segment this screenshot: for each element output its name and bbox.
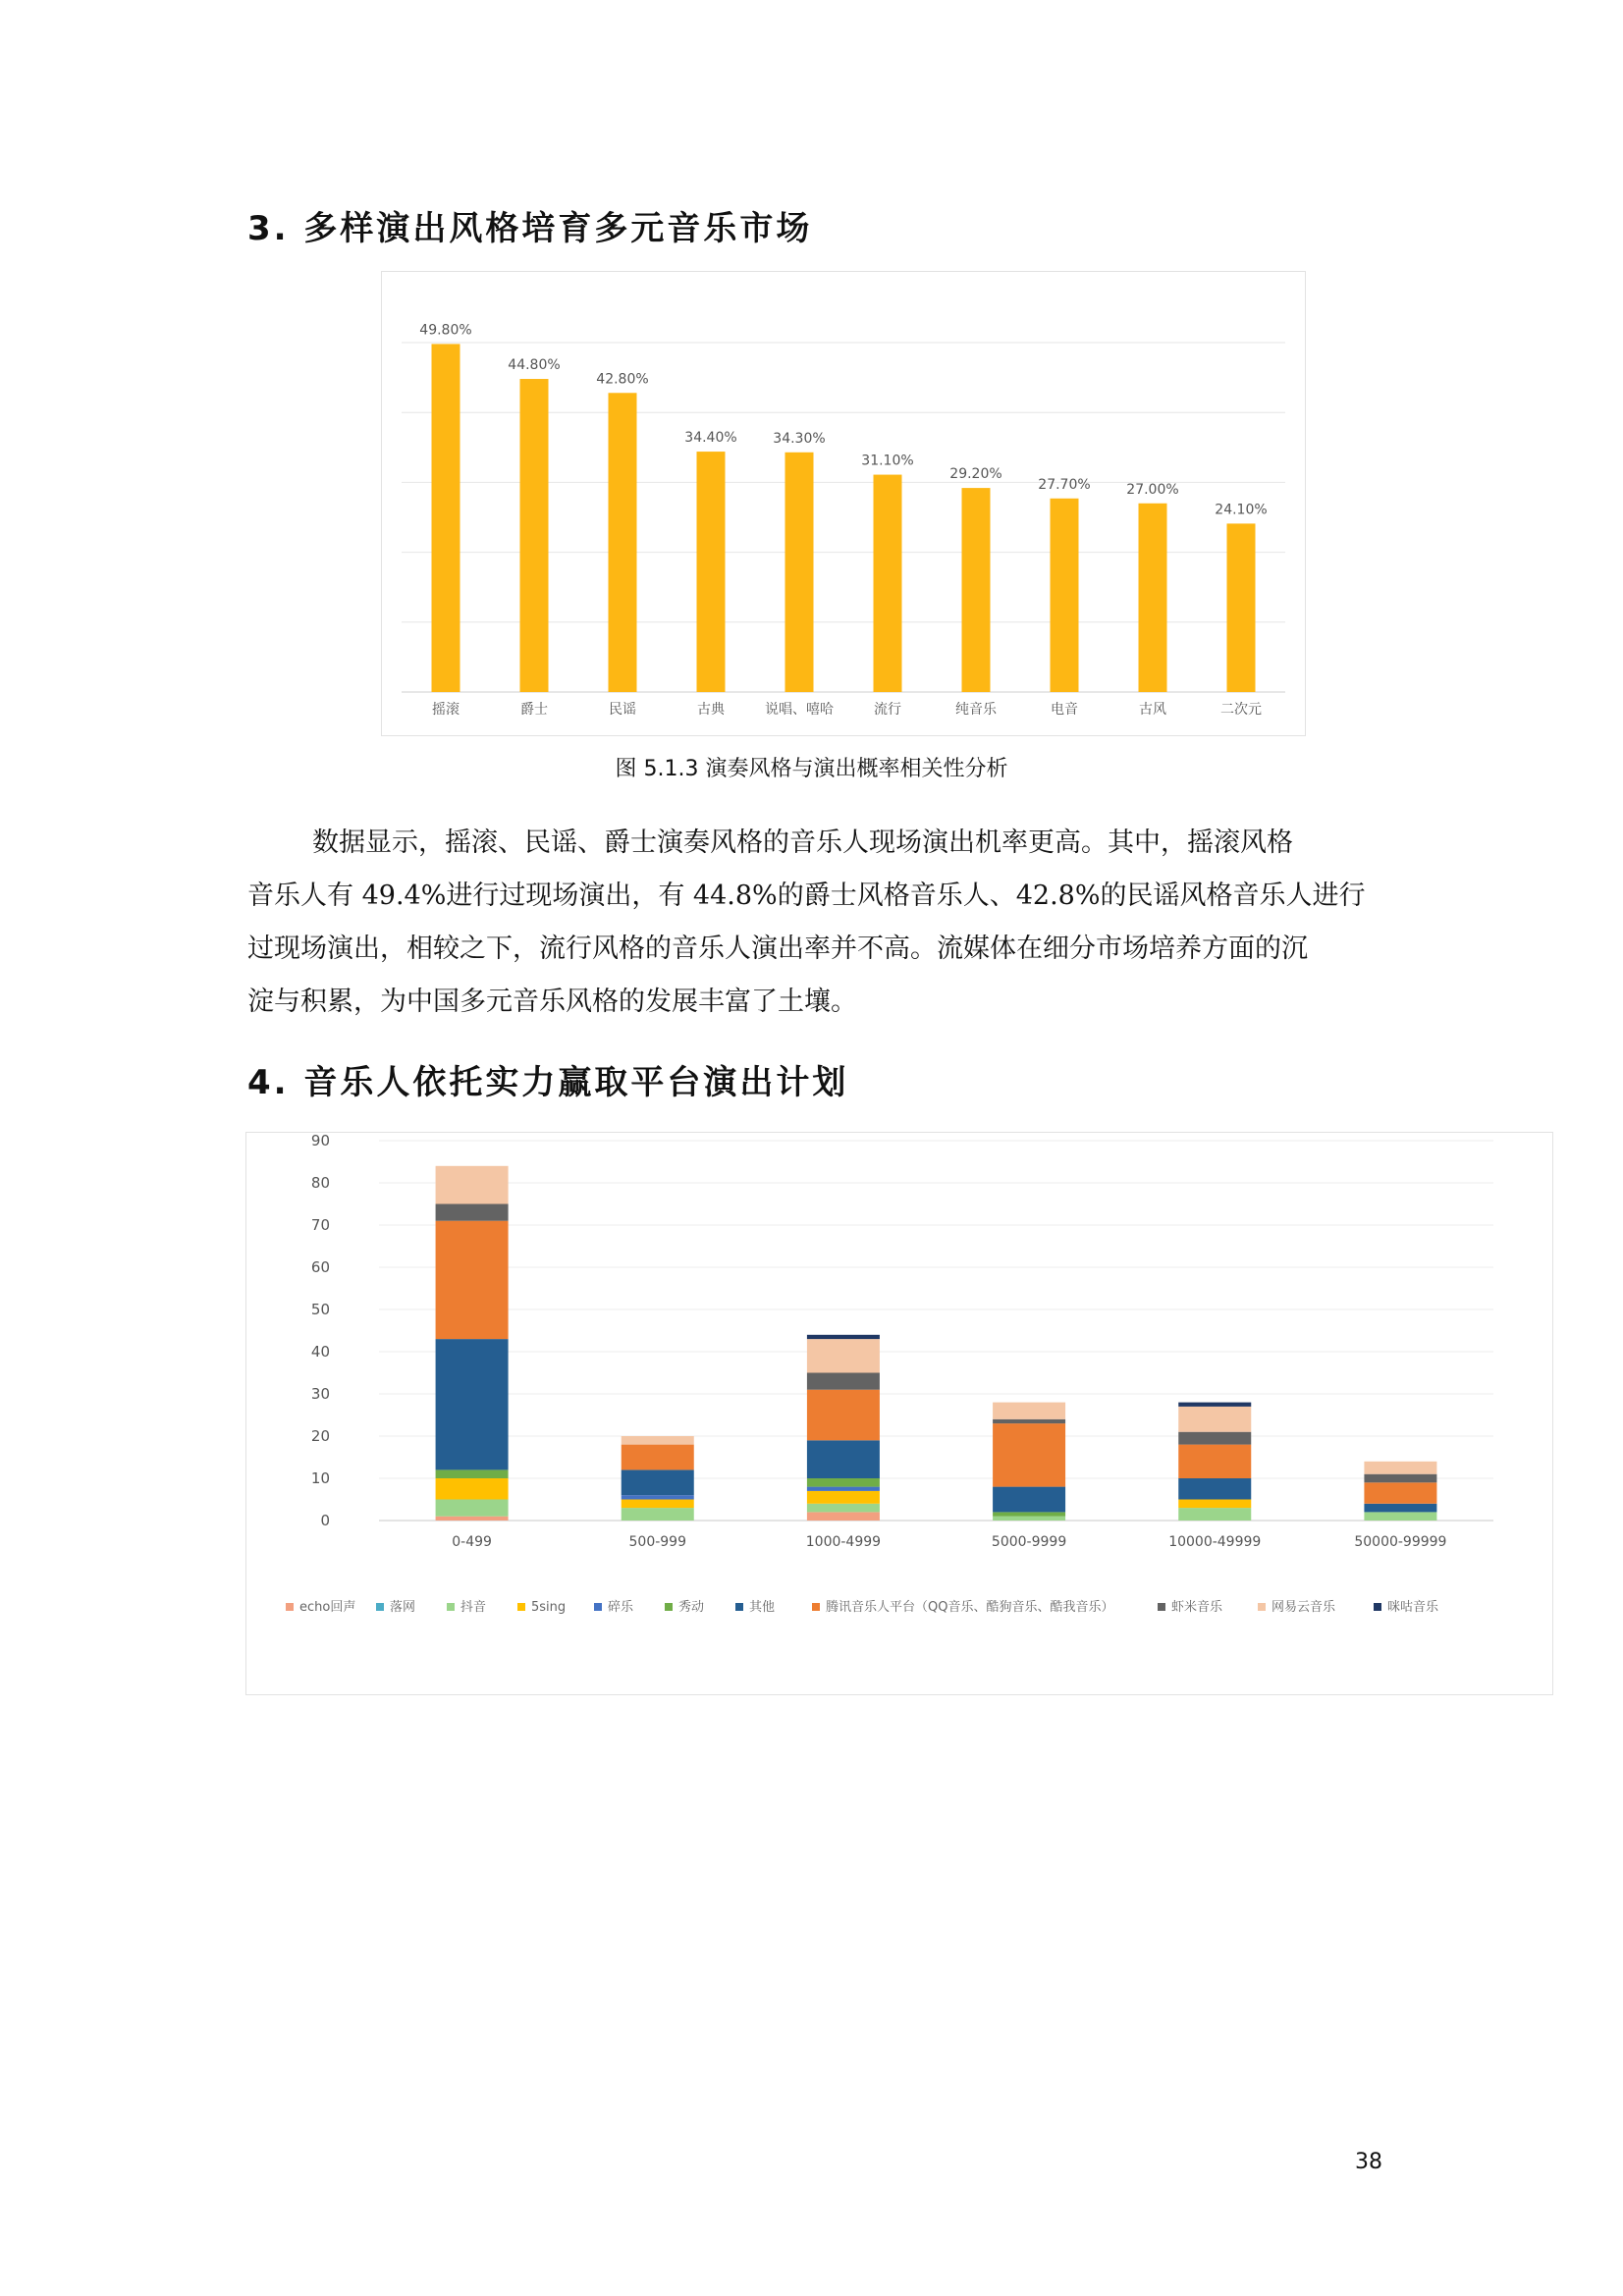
bar-segment xyxy=(807,1390,880,1441)
bar-segment xyxy=(622,1508,694,1521)
legend-swatch xyxy=(594,1603,602,1611)
legend-label: 腾讯音乐人平台（QQ音乐、酷狗音乐、酷我音乐） xyxy=(826,1600,1114,1615)
legend-swatch xyxy=(812,1603,820,1611)
bar-segment xyxy=(807,1487,880,1491)
bar xyxy=(432,344,460,692)
bar-segment xyxy=(436,1500,509,1517)
y-tick-label: 10 xyxy=(310,1469,330,1487)
bar-segment xyxy=(807,1440,880,1478)
legend-label: 5sing xyxy=(531,1600,567,1615)
bar xyxy=(962,488,991,692)
bar xyxy=(697,452,726,692)
body-paragraph xyxy=(247,817,1386,1029)
data-label: 34.30% xyxy=(773,430,826,447)
bar-segment xyxy=(993,1487,1065,1513)
y-tick-label: 70 xyxy=(310,1216,330,1234)
x-tick-label: 5000-9999 xyxy=(991,1534,1067,1550)
paragraph-line: 淀与积累，为中国多元音乐风格的发展丰富了土壤。 xyxy=(247,987,857,1017)
x-tick-label: 二次元 xyxy=(1220,702,1262,718)
section-3-title: 多样演出风格培育多元音乐市场 xyxy=(303,209,813,248)
y-tick-label: 0 xyxy=(320,1512,330,1529)
legend-label: 落网 xyxy=(390,1600,416,1615)
x-tick-label: 0-499 xyxy=(452,1534,492,1550)
paragraph-line: 数据显示，摇滚、民谣、爵士演奏风格的音乐人现场演出机率更高。其中，摇滚风格 xyxy=(312,828,1293,858)
legend-label: echo回声 xyxy=(299,1600,356,1615)
bar-segment xyxy=(993,1403,1065,1419)
x-tick-label: 1000-4999 xyxy=(805,1534,882,1550)
page-number: 38 xyxy=(1355,2150,1382,2174)
legend-swatch xyxy=(735,1603,743,1611)
section-4-title: 音乐人依托实力赢取平台演出计划 xyxy=(303,1063,849,1102)
figure-caption: 图 5.1.3 演奏风格与演出概率相关性分析 xyxy=(615,757,1008,781)
chart-2-canvas xyxy=(246,1133,1552,1694)
y-tick-label: 30 xyxy=(310,1385,330,1403)
bar-segment xyxy=(622,1495,694,1499)
legend-swatch xyxy=(665,1603,673,1611)
data-label: 24.10% xyxy=(1215,502,1268,518)
x-tick-label: 50000-99999 xyxy=(1354,1534,1447,1550)
bar-segment xyxy=(807,1478,880,1487)
x-tick-label: 流行 xyxy=(874,702,901,718)
bar-segment xyxy=(436,1166,509,1204)
bar-segment xyxy=(1178,1445,1251,1478)
x-tick-label: 民谣 xyxy=(609,702,636,718)
legend-label: 其他 xyxy=(749,1600,776,1615)
x-tick-label: 古风 xyxy=(1139,702,1166,718)
legend-swatch xyxy=(1258,1603,1266,1611)
x-tick-label: 古典 xyxy=(697,702,725,718)
legend-swatch xyxy=(376,1603,384,1611)
bar-segment xyxy=(1364,1474,1436,1483)
y-tick-label: 80 xyxy=(310,1174,330,1192)
legend-label: 抖音 xyxy=(460,1600,487,1615)
section-3-heading xyxy=(247,201,812,249)
x-tick-label: 摇滚 xyxy=(432,702,460,718)
legend-swatch xyxy=(286,1603,294,1611)
bar-segment xyxy=(1178,1407,1251,1432)
platform-stacked-bar-chart xyxy=(245,1132,1553,1695)
bar-segment xyxy=(1364,1462,1436,1474)
x-tick-label: 纯音乐 xyxy=(955,702,997,718)
bar xyxy=(609,393,637,692)
bar-segment xyxy=(993,1517,1065,1521)
y-tick-label: 50 xyxy=(310,1301,330,1318)
bar-segment xyxy=(1178,1508,1251,1521)
y-tick-label: 90 xyxy=(310,1133,330,1149)
data-label: 42.80% xyxy=(596,371,649,388)
legend-label: 秀动 xyxy=(678,1600,705,1615)
bar-segment xyxy=(622,1500,694,1509)
bar-segment xyxy=(807,1339,880,1372)
bar-segment xyxy=(807,1491,880,1504)
bar-segment xyxy=(436,1478,509,1500)
bar-segment xyxy=(1178,1500,1251,1509)
bar-segment xyxy=(436,1469,509,1478)
bar xyxy=(1051,499,1079,692)
chart-1-canvas xyxy=(382,272,1305,735)
bar-segment xyxy=(622,1445,694,1470)
x-tick-label: 电音 xyxy=(1051,702,1078,718)
legend-swatch xyxy=(447,1603,455,1611)
bar-segment xyxy=(1364,1482,1436,1504)
y-tick-label: 20 xyxy=(310,1427,330,1445)
bar-segment xyxy=(1178,1403,1251,1407)
bar xyxy=(785,453,814,692)
x-tick-label: 500-999 xyxy=(628,1534,686,1550)
bar xyxy=(1139,504,1167,692)
bar-segment xyxy=(807,1335,880,1339)
paragraph-line: 音乐人有 49.4%进行过现场演出，有 44.8%的爵士风格音乐人、42.8%的民谣风格音乐人进行 xyxy=(247,881,1366,911)
bar-segment xyxy=(993,1419,1065,1423)
legend-swatch xyxy=(1158,1603,1165,1611)
data-label: 27.00% xyxy=(1126,481,1179,498)
bar-segment xyxy=(807,1504,880,1513)
bar-segment xyxy=(622,1436,694,1445)
bar-segment xyxy=(993,1512,1065,1516)
bar-segment xyxy=(436,1339,509,1469)
section-4-number: 4. xyxy=(247,1063,290,1102)
bar xyxy=(1227,523,1256,692)
bar-segment xyxy=(1178,1432,1251,1445)
y-tick-label: 40 xyxy=(310,1343,330,1361)
y-tick-label: 60 xyxy=(310,1258,330,1276)
style-performance-bar-chart xyxy=(381,271,1306,736)
bar-segment xyxy=(1364,1512,1436,1521)
bar-segment xyxy=(807,1512,880,1521)
bar-segment xyxy=(807,1373,880,1390)
legend-label: 虾米音乐 xyxy=(1171,1600,1223,1615)
data-label: 29.20% xyxy=(949,466,1002,483)
legend-label: 网易云音乐 xyxy=(1271,1600,1336,1615)
bar xyxy=(520,379,549,692)
data-label: 31.10% xyxy=(861,453,914,469)
legend-swatch xyxy=(517,1603,525,1611)
data-label: 27.70% xyxy=(1038,476,1091,493)
bar-segment xyxy=(993,1423,1065,1487)
x-tick-label: 10000-49999 xyxy=(1168,1534,1262,1550)
bar-segment xyxy=(1364,1504,1436,1513)
legend-label: 咪咕音乐 xyxy=(1387,1600,1439,1615)
data-label: 34.40% xyxy=(684,430,737,447)
data-label: 49.80% xyxy=(419,322,472,339)
bar-segment xyxy=(1178,1478,1251,1500)
paragraph-line: 过现场演出，相较之下，流行风格的音乐人演出率并不高。流媒体在细分市场培养方面的沉 xyxy=(247,934,1308,964)
bar-segment xyxy=(436,1204,509,1221)
section-4-heading xyxy=(247,1055,848,1103)
section-3-number: 3. xyxy=(247,209,290,248)
bar-segment xyxy=(436,1221,509,1339)
data-label: 44.80% xyxy=(508,357,561,374)
legend-swatch xyxy=(1374,1603,1381,1611)
x-tick-label: 爵士 xyxy=(520,702,548,718)
x-tick-label: 说唱、嘻哈 xyxy=(765,702,834,718)
bar xyxy=(874,475,902,692)
legend-label: 碎乐 xyxy=(608,1600,634,1615)
bar-segment xyxy=(622,1469,694,1495)
bar-segment xyxy=(436,1517,509,1521)
